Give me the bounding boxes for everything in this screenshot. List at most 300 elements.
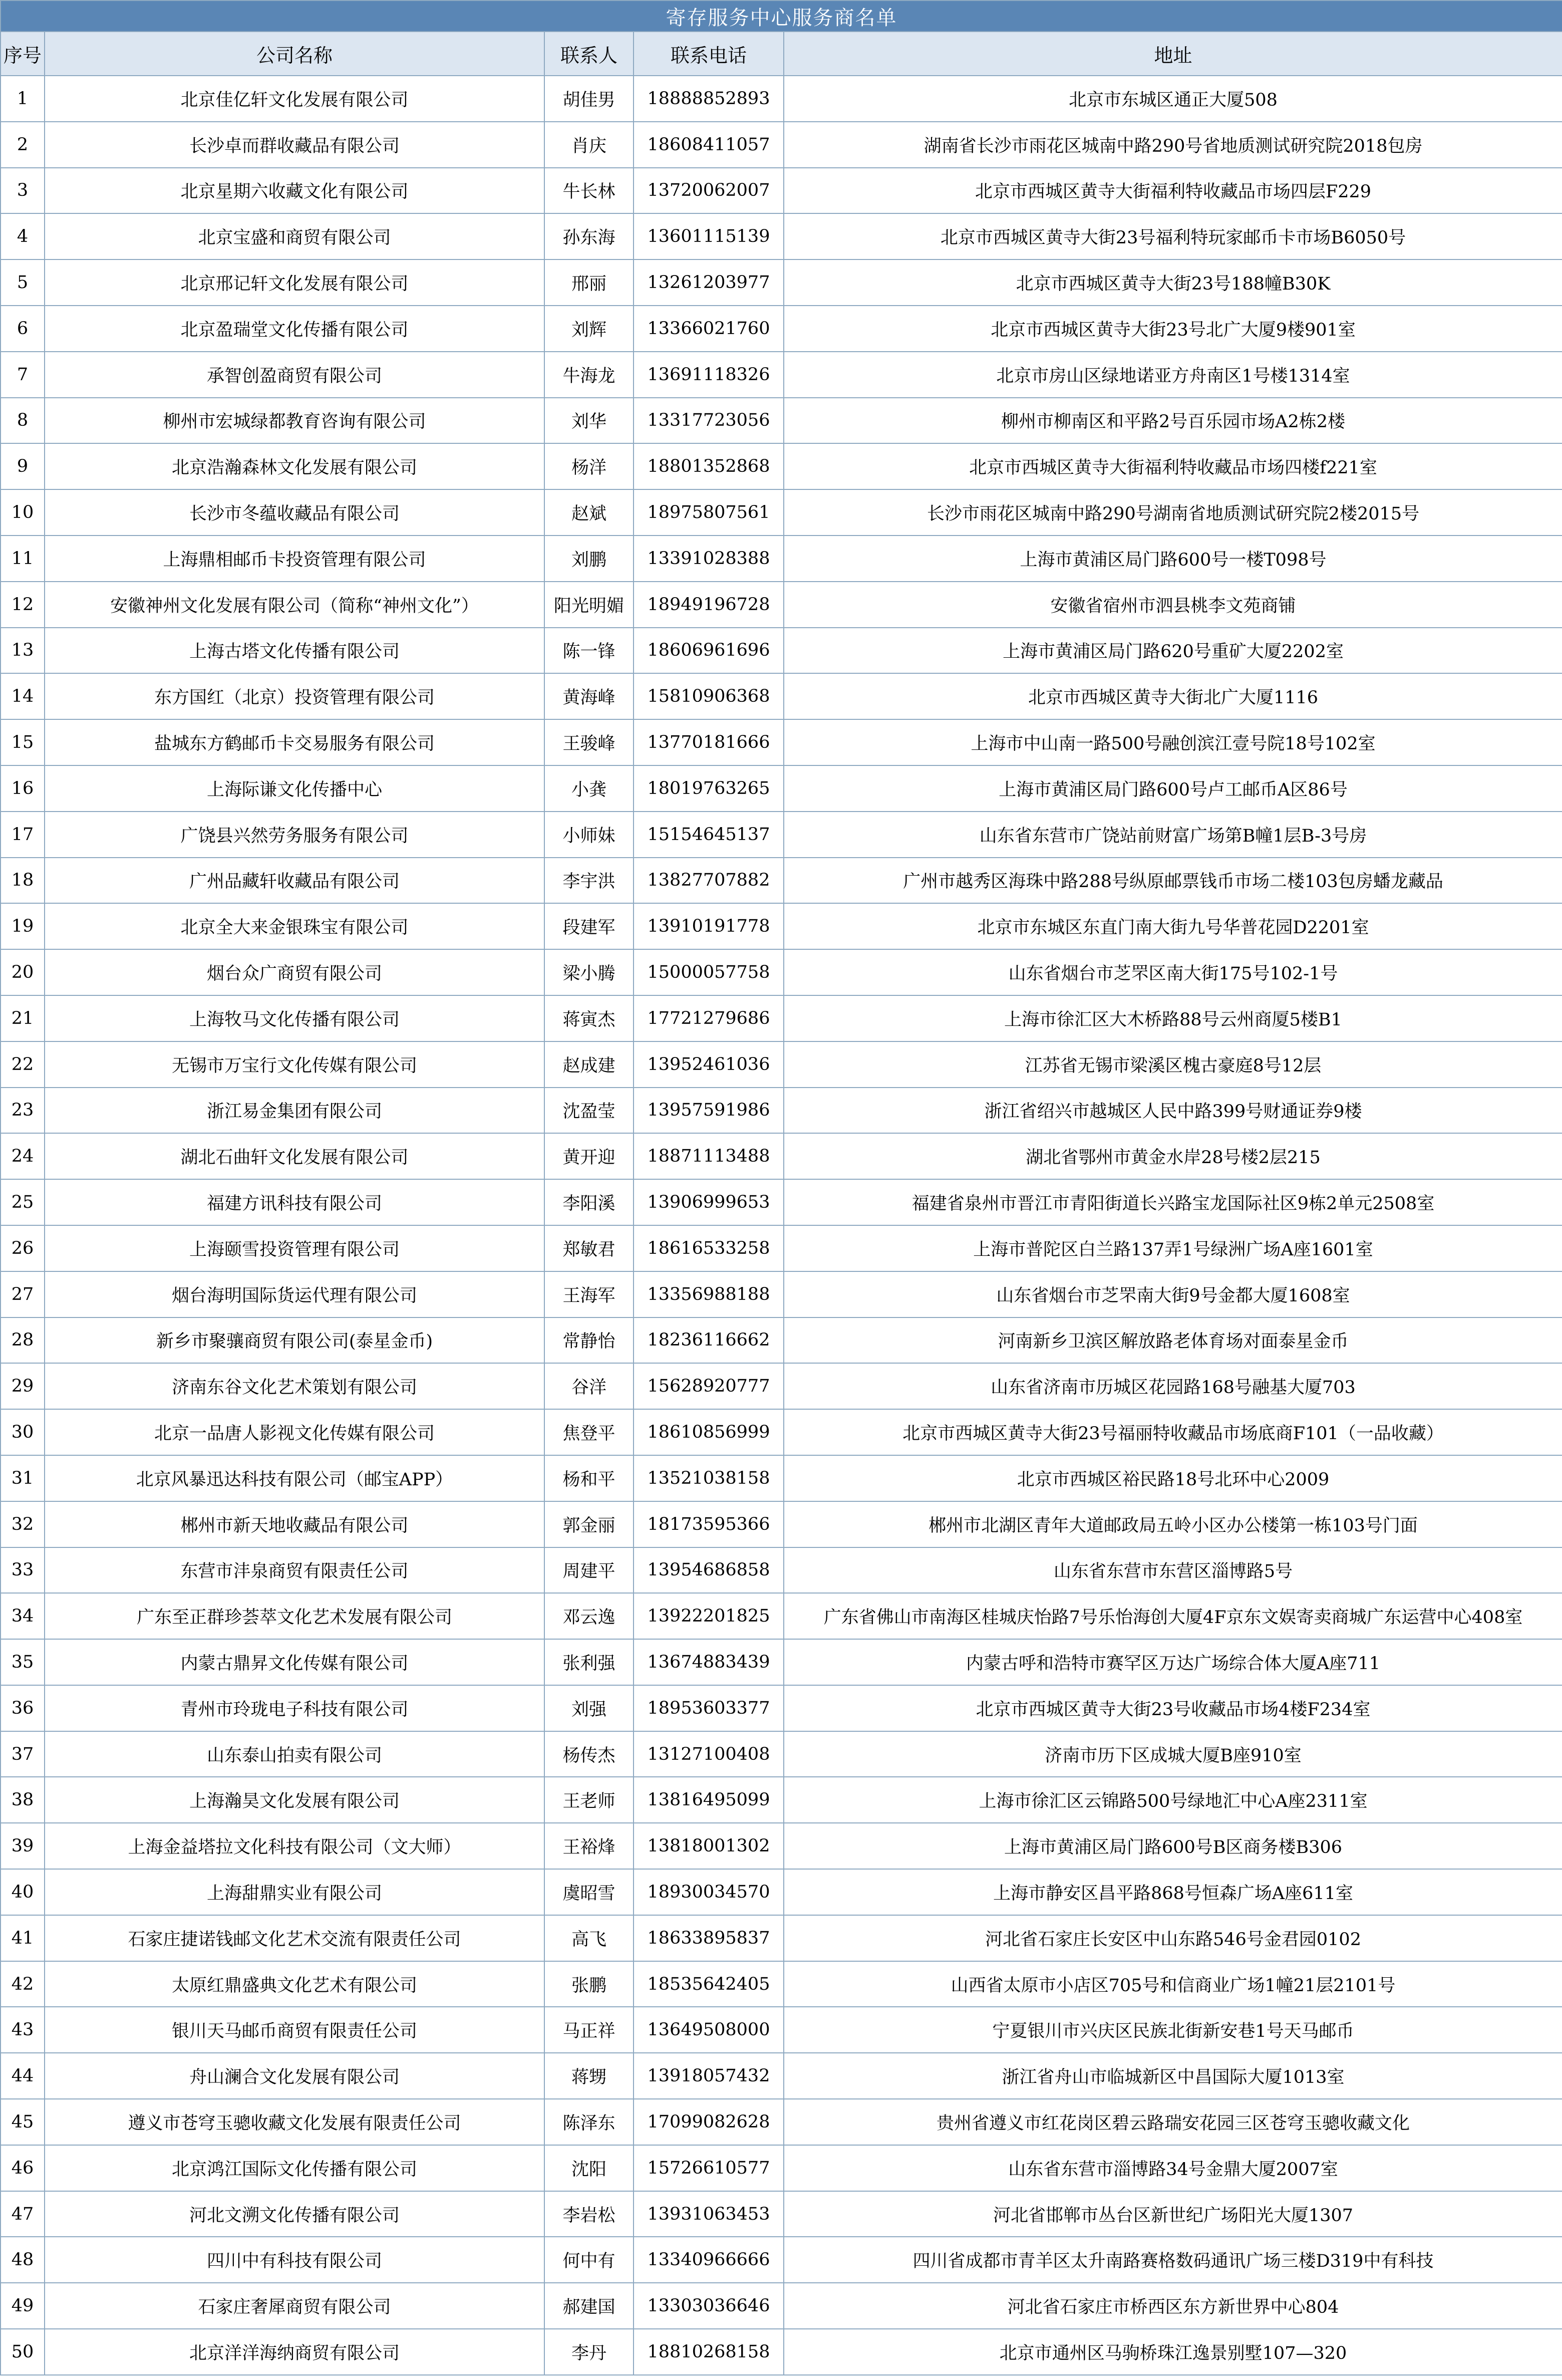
cell-company: 郴州市新天地收藏品有限公司 bbox=[45, 1501, 544, 1547]
cell-index: 2 bbox=[1, 122, 45, 168]
cell-index: 23 bbox=[1, 1088, 45, 1134]
table-row bbox=[1, 1409, 1562, 1455]
cell-index: 3 bbox=[1, 168, 45, 214]
cell-contact: 王裕烽 bbox=[544, 1823, 634, 1869]
cell-index: 1 bbox=[1, 76, 45, 122]
cell-contact: 刘强 bbox=[544, 1685, 634, 1731]
cell-contact: 沈盈莹 bbox=[544, 1088, 634, 1134]
cell-address: 北京市西城区黄寺大街北广大厦1116 bbox=[784, 673, 1562, 719]
table-row bbox=[1, 858, 1562, 904]
cell-address: 北京市东城区东直门南大街九号华普花园D2201室 bbox=[784, 903, 1562, 949]
cell-company: 上海金益塔拉文化科技有限公司（文大师） bbox=[45, 1823, 544, 1869]
cell-company: 烟台众广商贸有限公司 bbox=[45, 949, 544, 995]
cell-address: 北京市西城区黄寺大街23号收藏品市场4楼F234室 bbox=[784, 1685, 1562, 1731]
cell-company: 上海牧马文化传播有限公司 bbox=[45, 995, 544, 1041]
cell-address: 北京市西城区黄寺大街23号福利特玩家邮币卡市场B6050号 bbox=[784, 213, 1562, 259]
cell-company: 银川天马邮币商贸有限责任公司 bbox=[45, 2007, 544, 2053]
cell-address: 江苏省无锡市梁溪区槐古豪庭8号12层 bbox=[784, 1041, 1562, 1088]
cell-index: 10 bbox=[1, 489, 45, 536]
cell-phone: 13818001302 bbox=[634, 1823, 784, 1869]
cell-company: 山东泰山拍卖有限公司 bbox=[45, 1731, 544, 1777]
cell-address: 湖南省长沙市雨花区城南中路290号省地质测试研究院2018包房 bbox=[784, 122, 1562, 168]
cell-phone: 18535642405 bbox=[634, 1961, 784, 2007]
header-contact: 联系人 bbox=[544, 32, 634, 76]
cell-index: 17 bbox=[1, 812, 45, 858]
cell-contact: 王骏峰 bbox=[544, 719, 634, 765]
table-row bbox=[1, 1593, 1562, 1639]
table-row bbox=[1, 2099, 1562, 2145]
cell-company: 安徽神州文化发展有限公司（简称“神州文化”） bbox=[45, 582, 544, 628]
cell-index: 50 bbox=[1, 2329, 45, 2375]
cell-index: 34 bbox=[1, 1593, 45, 1639]
cell-company: 广饶县兴然劳务服务有限公司 bbox=[45, 812, 544, 858]
cell-address: 山东省烟台市芝罘南大街9号金都大厦1608室 bbox=[784, 1271, 1562, 1317]
cell-phone: 17721279686 bbox=[634, 995, 784, 1041]
cell-phone: 18953603377 bbox=[634, 1685, 784, 1731]
cell-contact: 郑敏君 bbox=[544, 1225, 634, 1271]
cell-contact: 黄海峰 bbox=[544, 673, 634, 719]
table-row bbox=[1, 1133, 1562, 1179]
cell-address: 广东省佛山市南海区桂城庆怡路7号乐怡海创大厦4F京东文娱寄卖商城广东运营中心408室 bbox=[784, 1593, 1562, 1639]
cell-company: 北京宝盛和商贸有限公司 bbox=[45, 213, 544, 259]
cell-contact: 邢丽 bbox=[544, 259, 634, 306]
cell-company: 济南东谷文化艺术策划有限公司 bbox=[45, 1363, 544, 1409]
cell-index: 11 bbox=[1, 536, 45, 582]
cell-address: 宁夏银川市兴庆区民族北街新安巷1号天马邮币 bbox=[784, 2007, 1562, 2053]
cell-address: 北京市西城区黄寺大街23号188幢B30K bbox=[784, 259, 1562, 306]
cell-address: 上海市黄浦区局门路600号B区商务楼B306 bbox=[784, 1823, 1562, 1869]
table-row bbox=[1, 1685, 1562, 1731]
cell-index: 47 bbox=[1, 2191, 45, 2237]
cell-index: 15 bbox=[1, 719, 45, 765]
cell-address: 柳州市柳南区和平路2号百乐园市场A2栋2楼 bbox=[784, 398, 1562, 444]
cell-index: 39 bbox=[1, 1823, 45, 1869]
cell-address: 北京市东城区通正大厦508 bbox=[784, 76, 1562, 122]
table-row bbox=[1, 489, 1562, 536]
cell-contact: 刘华 bbox=[544, 398, 634, 444]
table-row bbox=[1, 1869, 1562, 1915]
cell-phone: 13366021760 bbox=[634, 306, 784, 352]
cell-index: 25 bbox=[1, 1179, 45, 1225]
cell-address: 安徽省宿州市泗县桃李文苑商铺 bbox=[784, 582, 1562, 628]
cell-phone: 13918057432 bbox=[634, 2053, 784, 2099]
cell-contact: 赵成建 bbox=[544, 1041, 634, 1088]
cell-contact: 焦登平 bbox=[544, 1409, 634, 1455]
table-row bbox=[1, 306, 1562, 352]
cell-index: 5 bbox=[1, 259, 45, 306]
cell-phone: 18930034570 bbox=[634, 1869, 784, 1915]
cell-index: 21 bbox=[1, 995, 45, 1041]
cell-phone: 15154645137 bbox=[634, 812, 784, 858]
cell-index: 8 bbox=[1, 398, 45, 444]
cell-phone: 13649508000 bbox=[634, 2007, 784, 2053]
cell-phone: 13303036646 bbox=[634, 2283, 784, 2329]
table-row bbox=[1, 2053, 1562, 2099]
cell-company: 东营市沣泉商贸有限责任公司 bbox=[45, 1547, 544, 1594]
cell-index: 27 bbox=[1, 1271, 45, 1317]
cell-phone: 18608411057 bbox=[634, 122, 784, 168]
cell-company: 北京佳亿轩文化发展有限公司 bbox=[45, 76, 544, 122]
cell-index: 28 bbox=[1, 1317, 45, 1364]
cell-index: 13 bbox=[1, 628, 45, 674]
cell-index: 9 bbox=[1, 443, 45, 489]
cell-address: 福建省泉州市晋江市青阳街道长兴路宝龙国际社区9栋2单元2508室 bbox=[784, 1179, 1562, 1225]
cell-phone: 13910191778 bbox=[634, 903, 784, 949]
cell-phone: 18173595366 bbox=[634, 1501, 784, 1547]
cell-index: 30 bbox=[1, 1409, 45, 1455]
cell-company: 上海甜鼎实业有限公司 bbox=[45, 1869, 544, 1915]
cell-address: 山东省东营市广饶站前财富广场第B幢1层B-3号房 bbox=[784, 812, 1562, 858]
cell-address: 北京市西城区黄寺大街福利特收藏品市场四楼f221室 bbox=[784, 443, 1562, 489]
table-title: 寄存服务中心服务商名单 bbox=[1, 1, 1562, 32]
cell-contact: 周建平 bbox=[544, 1547, 634, 1594]
table-row bbox=[1, 628, 1562, 674]
table-body bbox=[1, 76, 1562, 2375]
cell-index: 48 bbox=[1, 2237, 45, 2283]
cell-address: 山东省济南市历城区花园路168号融基大厦703 bbox=[784, 1363, 1562, 1409]
table-row bbox=[1, 1041, 1562, 1088]
table-row bbox=[1, 1961, 1562, 2007]
cell-address: 内蒙古呼和浩特市赛罕区万达广场综合体大厦A座711 bbox=[784, 1639, 1562, 1685]
table-row bbox=[1, 2237, 1562, 2283]
table-row bbox=[1, 1777, 1562, 1823]
cell-index: 16 bbox=[1, 765, 45, 812]
cell-index: 22 bbox=[1, 1041, 45, 1088]
cell-company: 北京邢记轩文化发展有限公司 bbox=[45, 259, 544, 306]
table-row bbox=[1, 1639, 1562, 1685]
cell-index: 45 bbox=[1, 2099, 45, 2145]
cell-phone: 13691118326 bbox=[634, 352, 784, 398]
cell-index: 38 bbox=[1, 1777, 45, 1823]
table-row bbox=[1, 1317, 1562, 1364]
cell-index: 40 bbox=[1, 1869, 45, 1915]
cell-index: 20 bbox=[1, 949, 45, 995]
table-row bbox=[1, 2283, 1562, 2329]
table-row bbox=[1, 536, 1562, 582]
table-row bbox=[1, 168, 1562, 214]
cell-company: 上海鼎相邮币卡投资管理有限公司 bbox=[45, 536, 544, 582]
cell-company: 北京全大来金银珠宝有限公司 bbox=[45, 903, 544, 949]
cell-phone: 15628920777 bbox=[634, 1363, 784, 1409]
cell-address: 上海市静安区昌平路868号恒森广场A座611室 bbox=[784, 1869, 1562, 1915]
cell-index: 32 bbox=[1, 1501, 45, 1547]
cell-phone: 17099082628 bbox=[634, 2099, 784, 2145]
cell-company: 东方国红（北京）投资管理有限公司 bbox=[45, 673, 544, 719]
table-row bbox=[1, 76, 1562, 122]
cell-phone: 18871113488 bbox=[634, 1133, 784, 1179]
table-row bbox=[1, 1501, 1562, 1547]
cell-company: 广东至正群珍荟萃文化艺术发展有限公司 bbox=[45, 1593, 544, 1639]
cell-address: 四川省成都市青羊区太升南路赛格数码通讯广场三楼D319中有科技 bbox=[784, 2237, 1562, 2283]
cell-contact: 小师妹 bbox=[544, 812, 634, 858]
table-row bbox=[1, 259, 1562, 306]
cell-index: 26 bbox=[1, 1225, 45, 1271]
cell-phone: 13957591986 bbox=[634, 1088, 784, 1134]
cell-address: 长沙市雨花区城南中路290号湖南省地质测试研究院2楼2015号 bbox=[784, 489, 1562, 536]
cell-contact: 小龚 bbox=[544, 765, 634, 812]
table-row bbox=[1, 812, 1562, 858]
cell-phone: 13720062007 bbox=[634, 168, 784, 214]
cell-address: 上海市黄浦区局门路600号卢工邮币A区86号 bbox=[784, 765, 1562, 812]
cell-phone: 13952461036 bbox=[634, 1041, 784, 1088]
table-row bbox=[1, 1455, 1562, 1501]
cell-company: 太原红鼎盛典文化艺术有限公司 bbox=[45, 1961, 544, 2007]
table-row bbox=[1, 2329, 1562, 2375]
cell-index: 18 bbox=[1, 858, 45, 904]
cell-contact: 李宇洪 bbox=[544, 858, 634, 904]
cell-contact: 郝建国 bbox=[544, 2283, 634, 2329]
cell-address: 山东省烟台市芝罘区南大街175号102-1号 bbox=[784, 949, 1562, 995]
header-index: 序号 bbox=[1, 32, 45, 76]
table-row bbox=[1, 213, 1562, 259]
header-address: 地址 bbox=[784, 32, 1562, 76]
cell-phone: 13770181666 bbox=[634, 719, 784, 765]
cell-index: 42 bbox=[1, 1961, 45, 2007]
cell-address: 河南新乡卫滨区解放路老体育场对面泰星金币 bbox=[784, 1317, 1562, 1364]
cell-address: 贵州省遵义市红花岗区碧云路瑞安花园三区苍穹玉骢收藏文化 bbox=[784, 2099, 1562, 2145]
cell-company: 浙江易金集团有限公司 bbox=[45, 1088, 544, 1134]
cell-address: 北京市通州区马驹桥珠江逸景别墅107—320 bbox=[784, 2329, 1562, 2375]
cell-index: 46 bbox=[1, 2145, 45, 2191]
cell-address: 上海市黄浦区局门路620号重矿大厦2202室 bbox=[784, 628, 1562, 674]
cell-index: 7 bbox=[1, 352, 45, 398]
cell-index: 31 bbox=[1, 1455, 45, 1501]
cell-contact: 沈阳 bbox=[544, 2145, 634, 2191]
cell-contact: 何中有 bbox=[544, 2237, 634, 2283]
cell-company: 四川中有科技有限公司 bbox=[45, 2237, 544, 2283]
cell-contact: 李岩松 bbox=[544, 2191, 634, 2237]
cell-company: 盐城东方鹤邮币卡交易服务有限公司 bbox=[45, 719, 544, 765]
cell-phone: 18949196728 bbox=[634, 582, 784, 628]
header-row bbox=[1, 32, 1562, 76]
cell-phone: 18616533258 bbox=[634, 1225, 784, 1271]
cell-address: 河北省石家庄长安区中山东路546号金君园0102 bbox=[784, 1915, 1562, 1961]
cell-address: 济南市历下区成城大厦B座910室 bbox=[784, 1731, 1562, 1777]
table-row bbox=[1, 582, 1562, 628]
cell-contact: 李丹 bbox=[544, 2329, 634, 2375]
cell-contact: 蒋寅杰 bbox=[544, 995, 634, 1041]
cell-company: 承智创盈商贸有限公司 bbox=[45, 352, 544, 398]
table-row bbox=[1, 1731, 1562, 1777]
cell-address: 河北省邯郸市丛台区新世纪广场阳光大厦1307 bbox=[784, 2191, 1562, 2237]
cell-phone: 15000057758 bbox=[634, 949, 784, 995]
cell-company: 北京一品唐人影视文化传媒有限公司 bbox=[45, 1409, 544, 1455]
cell-address: 河北省石家庄市桥西区东方新世界中心804 bbox=[784, 2283, 1562, 2329]
cell-phone: 18606961696 bbox=[634, 628, 784, 674]
table-row bbox=[1, 1271, 1562, 1317]
cell-phone: 13317723056 bbox=[634, 398, 784, 444]
cell-contact: 黄开迎 bbox=[544, 1133, 634, 1179]
cell-address: 北京市西城区黄寺大街福利特收藏品市场四层F229 bbox=[784, 168, 1562, 214]
cell-address: 山东省东营市东营区淄博路5号 bbox=[784, 1547, 1562, 1594]
cell-phone: 18236116662 bbox=[634, 1317, 784, 1364]
table-row bbox=[1, 2145, 1562, 2191]
cell-phone: 13674883439 bbox=[634, 1639, 784, 1685]
table-row bbox=[1, 2007, 1562, 2053]
cell-company: 烟台海明国际货运代理有限公司 bbox=[45, 1271, 544, 1317]
table-row bbox=[1, 1179, 1562, 1225]
cell-contact: 杨传杰 bbox=[544, 1731, 634, 1777]
cell-index: 44 bbox=[1, 2053, 45, 2099]
cell-contact: 杨洋 bbox=[544, 443, 634, 489]
table-row bbox=[1, 2191, 1562, 2237]
cell-index: 4 bbox=[1, 213, 45, 259]
cell-company: 上海颐雪投资管理有限公司 bbox=[45, 1225, 544, 1271]
cell-phone: 13521038158 bbox=[634, 1455, 784, 1501]
cell-contact: 张利强 bbox=[544, 1639, 634, 1685]
table-row bbox=[1, 673, 1562, 719]
cell-phone: 18801352868 bbox=[634, 443, 784, 489]
table-row bbox=[1, 1823, 1562, 1869]
header-company: 公司名称 bbox=[45, 32, 544, 76]
cell-phone: 18019763265 bbox=[634, 765, 784, 812]
cell-contact: 马正祥 bbox=[544, 2007, 634, 2053]
cell-contact: 肖庆 bbox=[544, 122, 634, 168]
table-row bbox=[1, 1088, 1562, 1134]
cell-company: 河北文溯文化传播有限公司 bbox=[45, 2191, 544, 2237]
cell-phone: 13827707882 bbox=[634, 858, 784, 904]
cell-company: 内蒙古鼎昇文化传媒有限公司 bbox=[45, 1639, 544, 1685]
cell-company: 北京风暴迅达科技有限公司（邮宝APP） bbox=[45, 1455, 544, 1501]
cell-address: 郴州市北湖区青年大道邮政局五岭小区办公楼第一栋103号门面 bbox=[784, 1501, 1562, 1547]
cell-address: 上海市徐汇区大木桥路88号云州商厦5楼B1 bbox=[784, 995, 1562, 1041]
table-row bbox=[1, 352, 1562, 398]
cell-index: 19 bbox=[1, 903, 45, 949]
cell-contact: 陈泽东 bbox=[544, 2099, 634, 2145]
cell-phone: 13906999653 bbox=[634, 1179, 784, 1225]
cell-contact: 张鹏 bbox=[544, 1961, 634, 2007]
cell-address: 山东省东营市淄博路34号金鼎大厦2007室 bbox=[784, 2145, 1562, 2191]
cell-phone: 13391028388 bbox=[634, 536, 784, 582]
cell-address: 北京市西城区黄寺大街23号北广大厦9楼901室 bbox=[784, 306, 1562, 352]
cell-phone: 18810268158 bbox=[634, 2329, 784, 2375]
cell-company: 北京盈瑞堂文化传播有限公司 bbox=[45, 306, 544, 352]
cell-company: 北京鸿江国际文化传播有限公司 bbox=[45, 2145, 544, 2191]
cell-phone: 13816495099 bbox=[634, 1777, 784, 1823]
cell-company: 上海际谦文化传播中心 bbox=[45, 765, 544, 812]
cell-contact: 牛海龙 bbox=[544, 352, 634, 398]
cell-company: 新乡市聚骧商贸有限公司(泰星金币) bbox=[45, 1317, 544, 1364]
cell-index: 12 bbox=[1, 582, 45, 628]
cell-index: 33 bbox=[1, 1547, 45, 1594]
cell-company: 青州市玲珑电子科技有限公司 bbox=[45, 1685, 544, 1731]
cell-company: 上海古塔文化传播有限公司 bbox=[45, 628, 544, 674]
table-row bbox=[1, 1225, 1562, 1271]
cell-address: 浙江省绍兴市越城区人民中路399号财通证券9楼 bbox=[784, 1088, 1562, 1134]
cell-index: 24 bbox=[1, 1133, 45, 1179]
cell-contact: 杨和平 bbox=[544, 1455, 634, 1501]
cell-company: 长沙卓而群收藏品有限公司 bbox=[45, 122, 544, 168]
table-row bbox=[1, 903, 1562, 949]
cell-contact: 常静怡 bbox=[544, 1317, 634, 1364]
cell-contact: 蒋甥 bbox=[544, 2053, 634, 2099]
table-row bbox=[1, 765, 1562, 812]
cell-company: 舟山澜合文化发展有限公司 bbox=[45, 2053, 544, 2099]
cell-contact: 王海军 bbox=[544, 1271, 634, 1317]
cell-phone: 18610856999 bbox=[634, 1409, 784, 1455]
cell-phone: 13922201825 bbox=[634, 1593, 784, 1639]
cell-contact: 段建军 bbox=[544, 903, 634, 949]
cell-index: 43 bbox=[1, 2007, 45, 2053]
cell-company: 柳州市宏城绿都教育咨询有限公司 bbox=[45, 398, 544, 444]
cell-contact: 阳光明媚 bbox=[544, 582, 634, 628]
cell-address: 上海市徐汇区云锦路500号绿地汇中心A座2311室 bbox=[784, 1777, 1562, 1823]
cell-contact: 陈一锋 bbox=[544, 628, 634, 674]
cell-address: 上海市普陀区白兰路137弄1号绿洲广场A座1601室 bbox=[784, 1225, 1562, 1271]
cell-phone: 13931063453 bbox=[634, 2191, 784, 2237]
cell-contact: 王老师 bbox=[544, 1777, 634, 1823]
table-row bbox=[1, 398, 1562, 444]
cell-phone: 13261203977 bbox=[634, 259, 784, 306]
cell-phone: 13356988188 bbox=[634, 1271, 784, 1317]
cell-phone: 18888852893 bbox=[634, 76, 784, 122]
cell-address: 湖北省鄂州市黄金水岸28号楼2层215 bbox=[784, 1133, 1562, 1179]
cell-company: 广州品藏轩收藏品有限公司 bbox=[45, 858, 544, 904]
cell-phone: 15726610577 bbox=[634, 2145, 784, 2191]
cell-address: 北京市西城区裕民路18号北环中心2009 bbox=[784, 1455, 1562, 1501]
cell-contact: 赵斌 bbox=[544, 489, 634, 536]
cell-contact: 李阳溪 bbox=[544, 1179, 634, 1225]
cell-phone: 13954686858 bbox=[634, 1547, 784, 1594]
header-phone: 联系电话 bbox=[634, 32, 784, 76]
cell-phone: 13601115139 bbox=[634, 213, 784, 259]
cell-company: 北京星期六收藏文化有限公司 bbox=[45, 168, 544, 214]
cell-contact: 高飞 bbox=[544, 1915, 634, 1961]
cell-phone: 18633895837 bbox=[634, 1915, 784, 1961]
cell-address: 北京市西城区黄寺大街23号福丽特收藏品市场底商F101（一品收藏） bbox=[784, 1409, 1562, 1455]
cell-phone: 18975807561 bbox=[634, 489, 784, 536]
cell-address: 上海市中山南一路500号融创滨江壹号院18号102室 bbox=[784, 719, 1562, 765]
cell-phone: 13127100408 bbox=[634, 1731, 784, 1777]
cell-company: 长沙市冬蕴收藏品有限公司 bbox=[45, 489, 544, 536]
cell-company: 遵义市苍穹玉骢收藏文化发展有限责任公司 bbox=[45, 2099, 544, 2145]
cell-contact: 梁小腾 bbox=[544, 949, 634, 995]
table-row bbox=[1, 1363, 1562, 1409]
cell-address: 上海市黄浦区局门路600号一楼T098号 bbox=[784, 536, 1562, 582]
cell-contact: 邓云逸 bbox=[544, 1593, 634, 1639]
cell-contact: 谷洋 bbox=[544, 1363, 634, 1409]
cell-index: 41 bbox=[1, 1915, 45, 1961]
cell-company: 无锡市万宝行文化传媒有限公司 bbox=[45, 1041, 544, 1088]
cell-company: 石家庄捷诺钱邮文化艺术交流有限责任公司 bbox=[45, 1915, 544, 1961]
table-row bbox=[1, 1915, 1562, 1961]
cell-index: 49 bbox=[1, 2283, 45, 2329]
cell-index: 14 bbox=[1, 673, 45, 719]
cell-index: 37 bbox=[1, 1731, 45, 1777]
cell-address: 浙江省舟山市临城新区中昌国际大厦1013室 bbox=[784, 2053, 1562, 2099]
table-row bbox=[1, 995, 1562, 1041]
table-row bbox=[1, 122, 1562, 168]
cell-index: 29 bbox=[1, 1363, 45, 1409]
cell-index: 36 bbox=[1, 1685, 45, 1731]
cell-contact: 虞昭雪 bbox=[544, 1869, 634, 1915]
cell-contact: 郭金丽 bbox=[544, 1501, 634, 1547]
cell-company: 上海瀚昊文化发展有限公司 bbox=[45, 1777, 544, 1823]
table-row bbox=[1, 949, 1562, 995]
cell-phone: 15810906368 bbox=[634, 673, 784, 719]
table-row bbox=[1, 1547, 1562, 1594]
cell-address: 北京市房山区绿地诺亚方舟南区1号楼1314室 bbox=[784, 352, 1562, 398]
cell-company: 湖北石曲轩文化发展有限公司 bbox=[45, 1133, 544, 1179]
cell-address: 广州市越秀区海珠中路288号纵原邮票钱币市场二楼103包房蟠龙藏品 bbox=[784, 858, 1562, 904]
table-row bbox=[1, 719, 1562, 765]
cell-company: 福建方讯科技有限公司 bbox=[45, 1179, 544, 1225]
cell-company: 北京洋洋海纳商贸有限公司 bbox=[45, 2329, 544, 2375]
table-row bbox=[1, 443, 1562, 489]
cell-contact: 牛长林 bbox=[544, 168, 634, 214]
cell-contact: 刘辉 bbox=[544, 306, 634, 352]
cell-contact: 刘鹏 bbox=[544, 536, 634, 582]
